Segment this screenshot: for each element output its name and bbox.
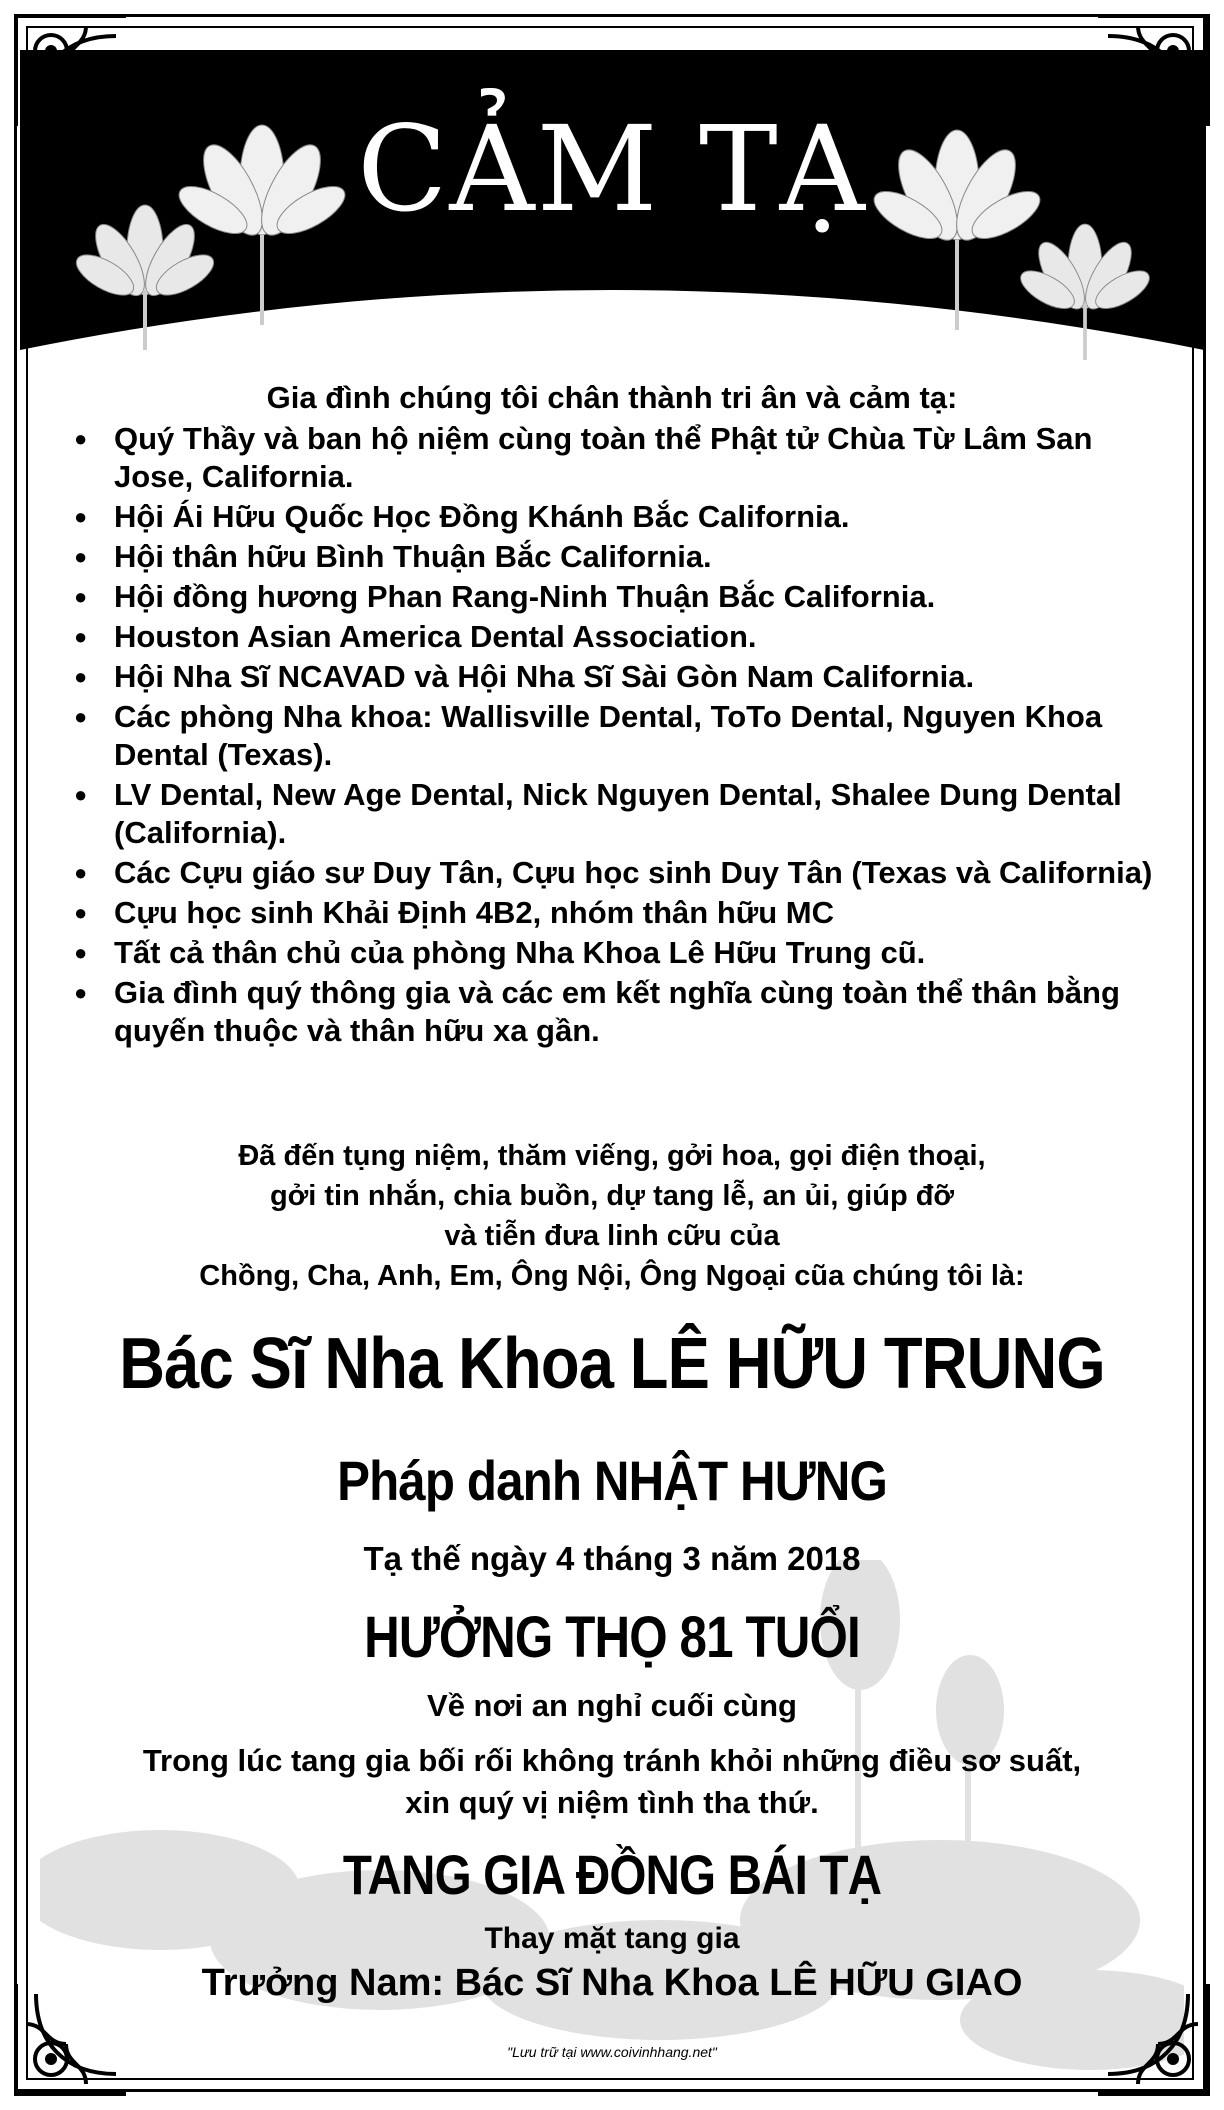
paragraph-line: Chồng, Cha, Anh, Em, Ông Nội, Ông Ngoại cũa chúng tôi là: xyxy=(199,1260,1025,1292)
page-title: CẢM TẠ xyxy=(357,100,867,238)
intro-line: Gia đình chúng tôi chân thành tri ân và cảm tạ: xyxy=(266,380,958,415)
thanks-list xyxy=(74,420,1154,1052)
archive-note: "Lưu trữ tại www.coivinhhang.net" xyxy=(507,2044,717,2060)
apology-line: xin quý vị niệm tình tha thứ. xyxy=(405,1785,819,1820)
list-item: ● Các Cựu giáo sư Duy Tân, Cựu học sinh Duy Tân (Texas và California) xyxy=(74,854,1154,892)
closing-line: TANG GIA ĐỒNG BÁI TẠ xyxy=(342,1843,882,1906)
list-item: ● Hội Nha Sĩ NCAVAD và Hội Nha Sĩ Sài Gòn Nam California. xyxy=(74,658,1154,696)
list-item: ● Hội thân hữu Bình Thuận Bắc California. xyxy=(74,538,1154,576)
dharma-name: Pháp danh NHẬT HƯNG xyxy=(337,1449,887,1512)
list-item: ● Các phòng Nha khoa: Wallisville Dental, ToTo Dental, Nguyen Khoa Dental (Texas). xyxy=(74,698,1154,774)
acknowledgement-paragraph xyxy=(0,1136,1224,1296)
list-item: ● Houston Asian America Dental Association. xyxy=(74,618,1154,656)
age-line: HƯỞNG THỌ 81 TUỔI xyxy=(364,1605,860,1670)
list-item: ● Quý Thầy và ban hộ niệm cùng toàn thể Phật tử Chùa Từ Lâm San Jose, California. xyxy=(74,420,1154,496)
deceased-name: Bác Sĩ Nha Khoa LÊ HỮU TRUNG xyxy=(119,1324,1105,1404)
paragraph-line: gởi tin nhắn, chia buồn, dự tang lễ, an ủi, giúp đỡ xyxy=(269,1180,955,1212)
rest-line: Về nơi an nghỉ cuối cùng xyxy=(427,1688,797,1723)
apology-line: Trong lúc tang gia bối rối không tránh khỏi những điều sơ suất, xyxy=(142,1743,1082,1778)
list-item: ● Gia đình quý thông gia và các em kết nghĩa cùng toàn thể thân bằng quyến thuộc và thân hữu xa gần. xyxy=(74,974,1154,1050)
list-item: ● Hội Ái Hữu Quốc Học Đồng Khánh Bắc California. xyxy=(74,498,1154,536)
list-item: ● Cựu học sinh Khải Định 4B2, nhóm thân hữu MC xyxy=(74,894,1154,932)
passed-date: Tạ thế ngày 4 tháng 3 năm 2018 xyxy=(363,1540,861,1577)
list-item: ● Hội đồng hương Phan Rang-Ninh Thuận Bắc California. xyxy=(74,578,1154,616)
representative-line: Thay mặt tang gia xyxy=(484,1922,740,1955)
apology-paragraph xyxy=(0,1740,1224,1824)
list-item: ● LV Dental, New Age Dental, Nick Nguyen Dental, Shalee Dung Dental (California). xyxy=(74,776,1154,852)
paragraph-line: và tiễn đưa linh cữu của xyxy=(444,1220,780,1252)
list-item: ● Tất cả thân chủ của phòng Nha Khoa Lê Hữu Trung cũ. xyxy=(74,934,1154,972)
paragraph-line: Đã đến tụng niệm, thăm viếng, gởi hoa, gọi điện thoại, xyxy=(238,1140,986,1172)
eldest-son-line: Trưởng Nam: Bác Sĩ Nha Khoa LÊ HỮU GIAO xyxy=(201,1962,1023,2004)
